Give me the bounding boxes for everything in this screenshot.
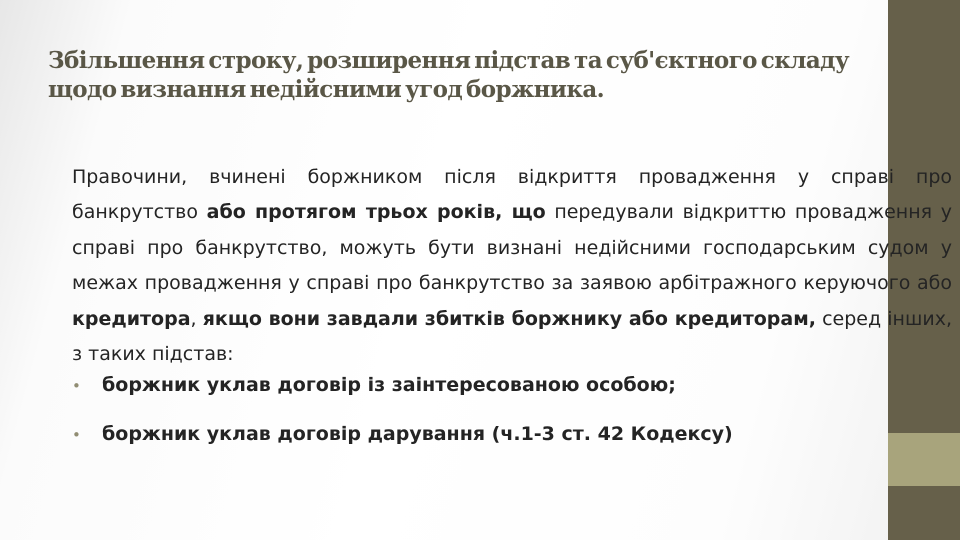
bullet-text: боржник уклав договір дарування (ч.1-3 ст. 42 Кодексу) [102, 423, 733, 445]
bullet-item [72, 374, 892, 396]
bullet-marker-icon: • [72, 377, 81, 395]
bullet-list [72, 374, 892, 472]
right-accent-band [888, 433, 960, 486]
body-paragraph [72, 160, 952, 372]
bullet-text: боржник уклав договір із заінтересованою особою; [102, 374, 676, 396]
paragraph-segment: передували відкриттю провадження у справі про банкрутство, можуть бути визнані недійсними господарським судом у межах провадження у справі про банкрутство за заявою арбітражного керуючого або [72, 201, 952, 295]
paragraph-segment: якщо вони завдали збитків боржнику або кредиторам, [202, 307, 816, 330]
bullet-marker-icon: • [72, 426, 81, 444]
paragraph-segment: серед інших, з таких підстав: [72, 307, 952, 366]
bullet-item [72, 423, 892, 445]
paragraph-segment: Правочини, вчинені боржником після відкриття провадження у справі про банкрутство [72, 166, 952, 224]
slide-title: Збільшення строку, розширення підстав та суб'єктного складу щодо визнання недійсними угод боржника. [48, 47, 849, 103]
paragraph-segment: кредитора [72, 307, 191, 330]
paragraph-segment: або протягом трьох років, що [206, 201, 546, 224]
paragraph-segment: , [190, 307, 203, 330]
